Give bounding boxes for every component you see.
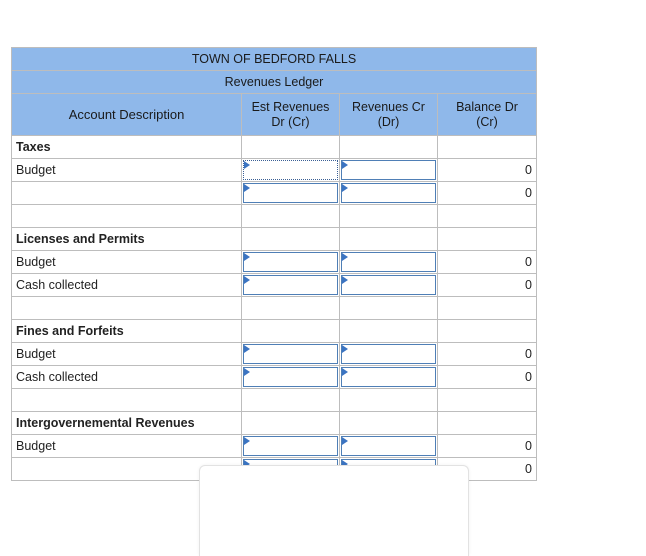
account-description-cell: Budget — [12, 159, 242, 182]
revenues-input[interactable] — [341, 344, 436, 364]
table-row — [12, 435, 537, 458]
account-description-cell: Cash collected — [12, 366, 242, 389]
empty-cell — [438, 228, 537, 251]
revenues-input[interactable] — [341, 183, 436, 203]
cell-marker-icon — [244, 345, 250, 353]
balance-cell: 0 — [438, 274, 537, 297]
empty-cell — [438, 389, 537, 412]
table-row — [12, 228, 537, 251]
est-revenues-cell[interactable] — [242, 435, 340, 458]
account-description-cell: Budget — [12, 343, 242, 366]
section-heading: Licenses and Permits — [12, 228, 242, 251]
table-row — [12, 343, 537, 366]
empty-cell — [242, 205, 340, 228]
column-header-balance: Balance Dr (Cr) — [438, 94, 537, 136]
table-row — [12, 136, 537, 159]
account-description-cell: Budget — [12, 251, 242, 274]
empty-cell — [340, 228, 438, 251]
column-header-account-description: Account Description — [12, 94, 242, 136]
bottom-panel — [199, 465, 469, 556]
est-revenues-cell[interactable] — [242, 274, 340, 297]
revenues-input[interactable] — [341, 436, 436, 456]
est-revenues-input[interactable] — [243, 436, 338, 456]
table-row — [12, 159, 537, 182]
account-description-cell: Cash collected — [12, 274, 242, 297]
revenues-cell[interactable] — [340, 251, 438, 274]
ledger-subtitle: Revenues Ledger — [12, 71, 537, 94]
ledger-title: TOWN OF BEDFORD FALLS — [12, 48, 537, 71]
revenues-cell[interactable] — [340, 274, 438, 297]
column-header-est-revenues: Est Revenues Dr (Cr) — [242, 94, 340, 136]
empty-cell — [340, 205, 438, 228]
cell-marker-icon — [342, 184, 348, 192]
est-revenues-input[interactable] — [243, 344, 338, 364]
column-header-revenues: Revenues Cr (Dr) — [340, 94, 438, 136]
empty-cell — [438, 205, 537, 228]
balance-cell: 0 — [438, 366, 537, 389]
table-row — [12, 297, 537, 320]
empty-cell — [242, 389, 340, 412]
table-row — [12, 366, 537, 389]
empty-cell — [340, 389, 438, 412]
cell-marker-icon — [342, 253, 348, 261]
revenues-cell[interactable] — [340, 343, 438, 366]
cell-marker-icon — [244, 184, 250, 192]
column-header-row — [12, 94, 537, 136]
est-revenues-cell[interactable] — [242, 366, 340, 389]
revenues-input[interactable] — [341, 252, 436, 272]
cell-marker-icon — [342, 368, 348, 376]
account-description-cell: Budget — [12, 435, 242, 458]
balance-cell: 0 — [438, 159, 537, 182]
empty-cell — [438, 297, 537, 320]
empty-cell — [438, 412, 537, 435]
balance-cell: 0 — [438, 343, 537, 366]
revenues-input[interactable] — [341, 275, 436, 295]
empty-cell — [438, 136, 537, 159]
revenues-cell[interactable] — [340, 182, 438, 205]
empty-cell — [438, 320, 537, 343]
empty-cell — [242, 136, 340, 159]
account-description-cell — [12, 389, 242, 412]
balance-cell: 0 — [438, 458, 537, 481]
cell-marker-icon — [244, 276, 250, 284]
balance-cell: 0 — [438, 182, 537, 205]
empty-cell — [340, 136, 438, 159]
revenues-cell[interactable] — [340, 435, 438, 458]
cell-marker-icon — [244, 253, 250, 261]
balance-cell: 0 — [438, 435, 537, 458]
cell-marker-icon — [342, 161, 348, 169]
revenues-cell[interactable] — [340, 159, 438, 182]
cell-marker-icon — [342, 276, 348, 284]
account-description-cell — [12, 182, 242, 205]
table-row — [12, 251, 537, 274]
table-row — [12, 320, 537, 343]
est-revenues-input[interactable] — [243, 183, 338, 203]
empty-cell — [340, 297, 438, 320]
table-row — [12, 205, 537, 228]
est-revenues-cell[interactable] — [242, 343, 340, 366]
est-revenues-cell[interactable] — [242, 182, 340, 205]
empty-cell — [242, 320, 340, 343]
cell-marker-icon — [244, 161, 250, 169]
revenues-input[interactable] — [341, 367, 436, 387]
revenues-input[interactable] — [341, 160, 436, 180]
cell-marker-icon — [244, 437, 250, 445]
est-revenues-cell[interactable] — [242, 159, 340, 182]
account-description-cell — [12, 297, 242, 320]
balance-cell: 0 — [438, 251, 537, 274]
table-row — [12, 412, 537, 435]
empty-cell — [340, 412, 438, 435]
est-revenues-input[interactable] — [243, 252, 338, 272]
empty-cell — [242, 297, 340, 320]
ledger-subtitle-row — [12, 71, 537, 94]
section-heading: Taxes — [12, 136, 242, 159]
cell-marker-icon — [244, 368, 250, 376]
est-revenues-input[interactable] — [243, 367, 338, 387]
empty-cell — [242, 412, 340, 435]
cell-marker-icon — [342, 437, 348, 445]
revenues-cell[interactable] — [340, 366, 438, 389]
account-description-cell — [12, 205, 242, 228]
table-row — [12, 389, 537, 412]
est-revenues-input[interactable] — [243, 275, 338, 295]
empty-cell — [340, 320, 438, 343]
ledger-title-row — [12, 48, 537, 71]
table-row — [12, 274, 537, 297]
table-row — [12, 182, 537, 205]
est-revenues-input[interactable] — [243, 160, 338, 180]
revenues-ledger-table — [11, 47, 537, 481]
empty-cell — [242, 228, 340, 251]
est-revenues-cell[interactable] — [242, 251, 340, 274]
cell-marker-icon — [342, 345, 348, 353]
ledger-body — [12, 136, 537, 481]
section-heading: Intergovernemental Revenues — [12, 412, 242, 435]
section-heading: Fines and Forfeits — [12, 320, 242, 343]
